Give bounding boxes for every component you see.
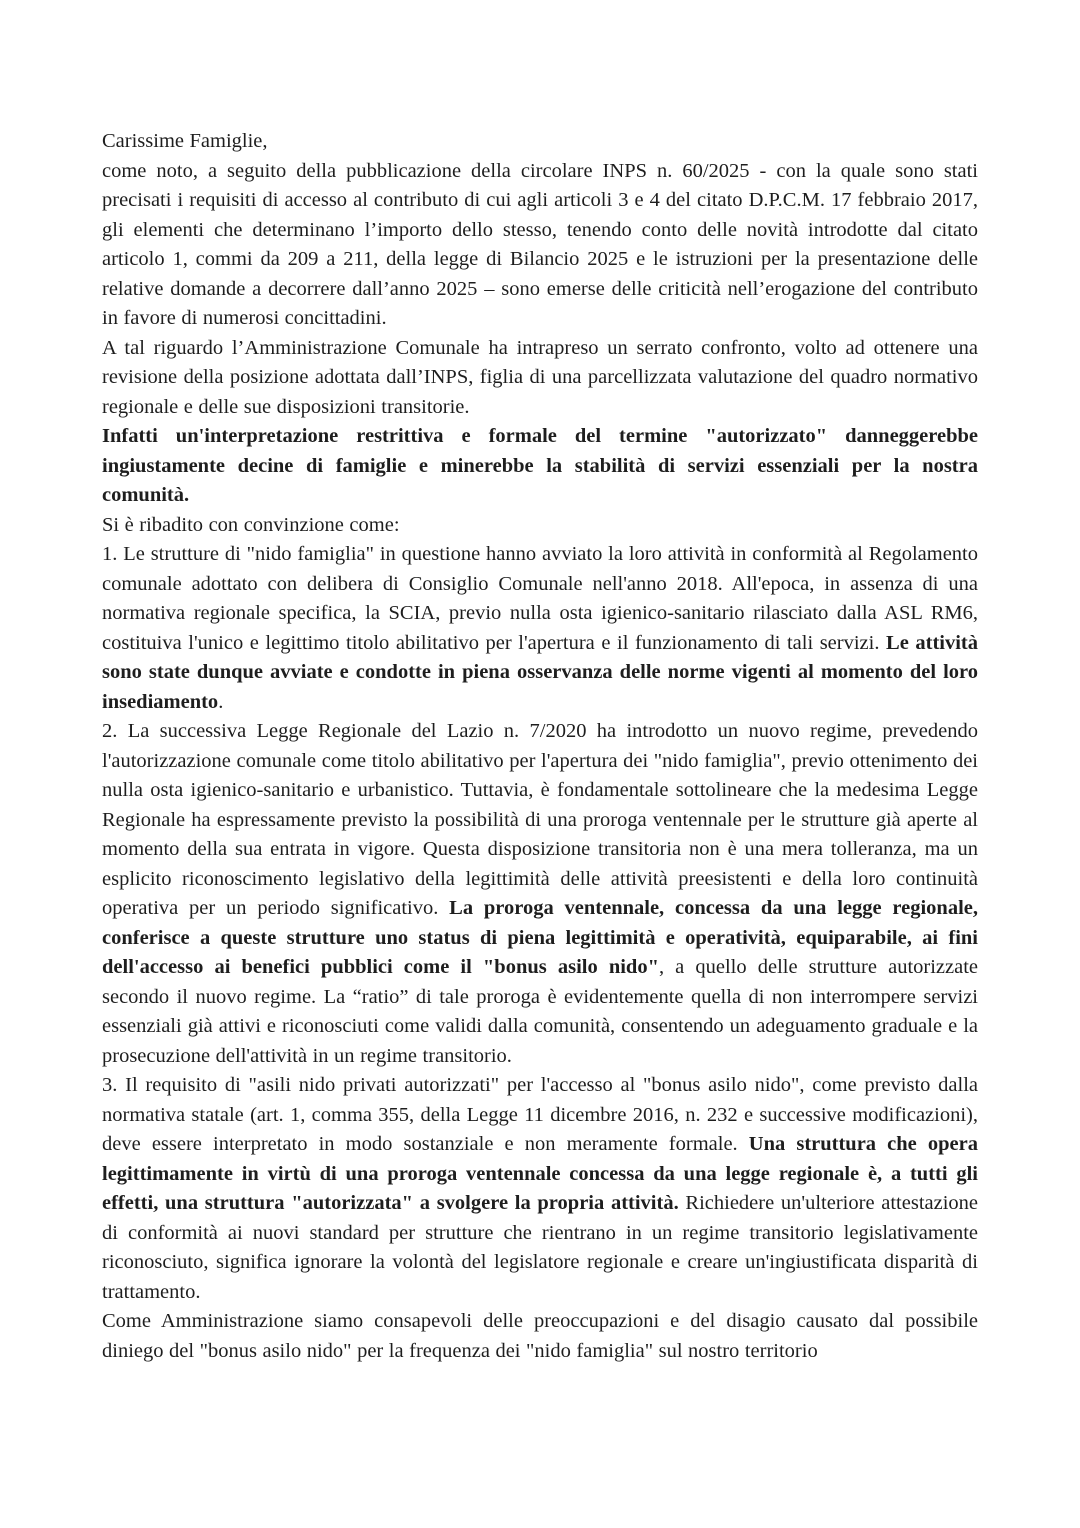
document-paragraph <box>102 422 978 511</box>
text-run: 3. Il requisito di "asili nido privati autorizzati" per l'accesso al "bonus asilo nido", come previsto dalla normativa statale (art. 1, comma 355, della Legge 11 dicembre 2016, n. 232 e successive modificazioni), deve essere interpretato in modo sostanziale e non meramente formale. <box>102 1074 978 1155</box>
text-run: A tal riguardo l’Amministrazione Comunale ha intrapreso un serrato confronto, volto ad ottenere una revisione della posizione adottata dall’INPS, figlia di una parcellizzata valutazione del quadro normativo regionale e delle sue disposizioni transitorie. <box>102 336 978 418</box>
document-paragraph <box>102 1071 978 1307</box>
bold-text-run: Infatti un'interpretazione restrittiva e formale del termine "autorizzato" danneggerebbe ingiustamente decine di famiglie e minerebbe la stabilità di servizi essenziali per la nostra comunità. <box>102 425 978 506</box>
document-paragraph <box>102 1307 978 1366</box>
bold-text-run: Una struttura che opera legittimamente in virtù di una proroga ventennale concessa da una legge regionale è, a tutti gli effetti, una struttura "autorizzata" a svolgere la propria attività. <box>102 1133 978 1214</box>
text-run: . <box>218 690 224 713</box>
document-paragraph <box>102 127 978 157</box>
text-run: 2. La successiva Legge Regionale del Lazio n. 7/2020 ha introdotto un nuovo regime, prevedendo l'autorizzazione comunale come titolo abilitativo per l'apertura dei "nido famiglia", previo ottenimento dei nulla osta igienico-sanitario e urbanistico. Tuttavia, è fondamentale sottolineare che la medesima Legge Regionale ha espressamente previsto la possibilità di una proroga ventennale per le strutture già aperte al momento della sua entrata in vigore. Questa disposizione transitoria non è una mera tolleranza, ma un esplicito riconoscimento legislativo della legittimità delle attività preesistenti e della loro continuità operativa per un periodo significativo. <box>102 720 978 919</box>
text-run: come noto, a seguito della pubblicazione della circolare INPS n. 60/2025 - con la quale sono stati precisati i requisiti di accesso al contributo di cui agli articoli 3 e 4 del citato D.P.C.M. 17 febbraio 2017, gli elementi che determinano l’importo dello stesso, tenendo conto delle novità introdotte dal citato articolo 1, commi da 209 a 211, della legge di Bilancio 2025 e le istruzioni per la presentazione delle relative domande a decorrere dall’anno 2025 – sono emerse delle criticità nell’erogazione del contributo in favore di numerosi concittadini. <box>102 159 978 329</box>
document-paragraph <box>102 717 978 1071</box>
document-paragraph <box>102 334 978 423</box>
bold-text-run: La proroga ventennale, concessa da una legge regionale, conferisce a queste strutture uno status di piena legittimità e operatività, equiparabile, ai fini dell'accesso ai benefici pubblici come il "bonus asilo nido" <box>102 897 978 978</box>
bold-text-run: Le attività sono state dunque avviate e condotte in piena osservanza delle norme vigenti al momento del loro insediamento <box>102 631 978 713</box>
letter-body <box>102 127 978 1366</box>
document-paragraph <box>102 157 978 334</box>
text-run: 1. Le strutture di "nido famiglia" in questione hanno avviato la loro attività in conformità al Regolamento comunale adottato con delibera di Consiglio Comunale nell'anno 2018. All'epoca, in assenza di una normativa regionale specifica, la SCIA, previo nulla osta igienico-sanitario rilasciato dalla ASL RM6, costituiva l'unico e legittimo titolo abilitativo per l'apertura e il funzionamento di tali servizi. <box>102 543 978 654</box>
text-run: Si è ribadito con convinzione come: <box>102 513 400 536</box>
document-paragraph <box>102 540 978 717</box>
document-paragraph <box>102 511 978 541</box>
text-run: , a quello delle strutture autorizzate secondo il nuovo regime. La “ratio” di tale proroga è evidentemente quella di non interrompere servizi essenziali già attivi e riconosciuti come validi dalla comunità, consentendo un adeguamento graduale e la prosecuzione dell'attività in un regime transitorio. <box>102 956 978 1067</box>
text-run: Richiedere un'ulteriore attestazione di conformità ai nuovi standard per strutture che rientrano in un regime transitorio legislativamente riconosciuto, significa ignorare la volontà del legislatore regionale e creare un'ingiustificata disparità di trattamento. <box>102 1192 979 1303</box>
text-run: Come Amministrazione siamo consapevoli delle preoccupazioni e del disagio causato dal possibile diniego del "bonus asilo nido" per la frequenza dei "nido famiglia" sul nostro territorio <box>102 1310 978 1362</box>
text-run: Carissime Famiglie, <box>102 130 268 152</box>
